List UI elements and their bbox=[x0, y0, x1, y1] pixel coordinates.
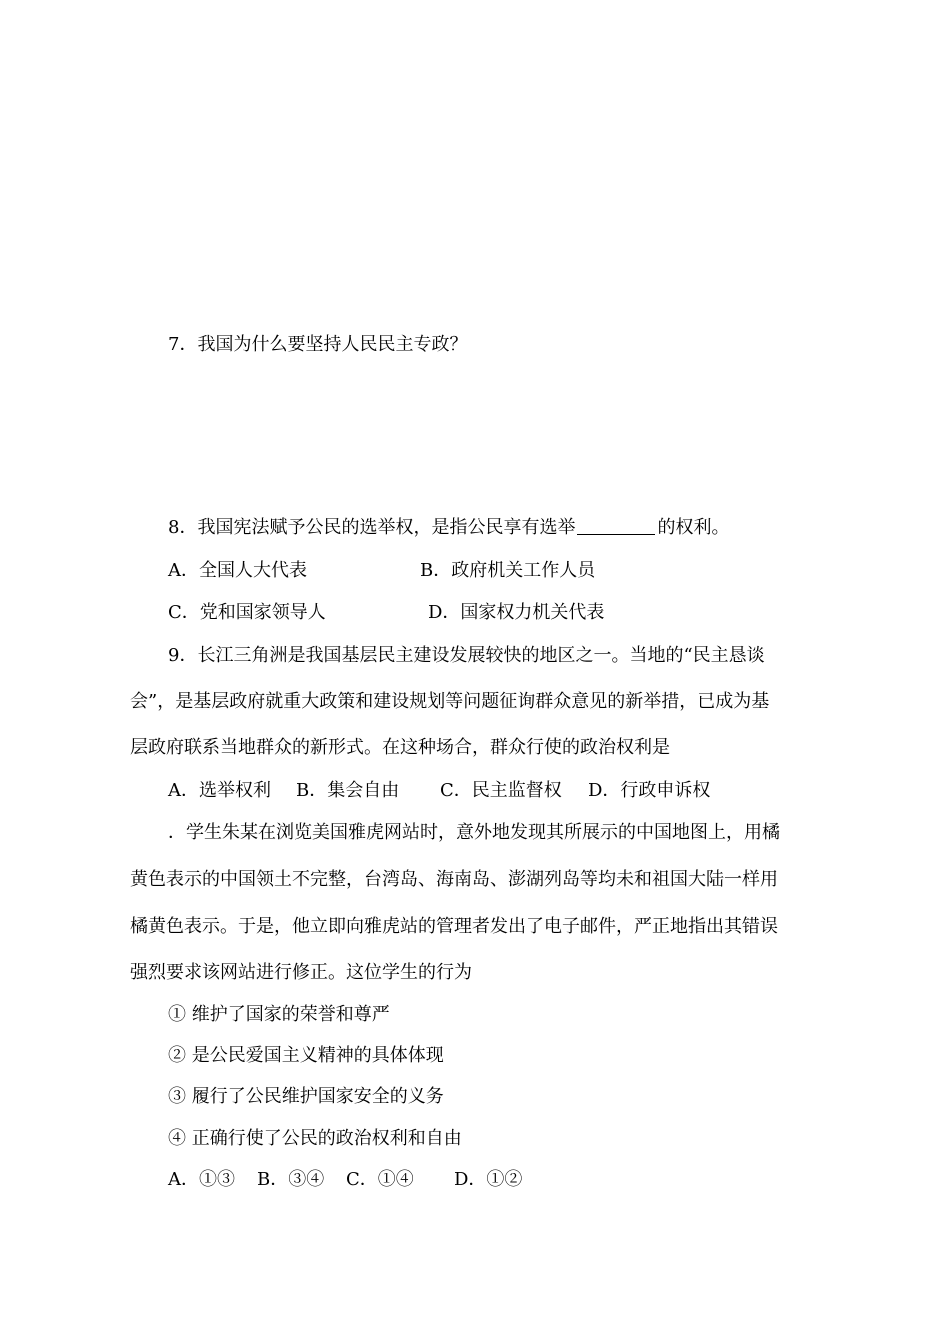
question-9-line: 9．长江三角洲是我国基层民主建设发展较快的地区之一。当地的“民主恳谈 bbox=[168, 645, 765, 666]
question-10-option-c: C．①④ bbox=[346, 1169, 414, 1190]
question-10-line: 橘黄色表示。于是，他立即向雅虎站的管理者发出了电子邮件，严正地指出其错误 bbox=[130, 916, 778, 937]
question-8-option-c: C．党和国家领导人 bbox=[168, 602, 326, 623]
answer-blank bbox=[577, 516, 655, 535]
question-9-line: 会”，是基层政府就重大政策和建设规划等问题征询群众意见的新举措，已成为基 bbox=[130, 691, 770, 712]
question-8-option-a: A．全国人大代表 bbox=[168, 560, 307, 581]
question-8-stem-before: 8．我国宪法赋予公民的选举权，是指公民享有选举 bbox=[168, 517, 576, 538]
question-10-option-d: D．①② bbox=[454, 1169, 523, 1190]
question-8-option-b: B．政府机关工作人员 bbox=[420, 560, 596, 581]
question-9-option-c: C．民主监督权 bbox=[440, 780, 562, 801]
question-10-line: ．学生朱某在浏览美国雅虎网站时，意外地发现其所展示的中国地图上，用橘 bbox=[168, 822, 780, 843]
question-10-option-a: A．①③ bbox=[168, 1169, 235, 1190]
question-10-statement-4: ④ 正确行使了公民的政治权利和自由 bbox=[168, 1128, 462, 1149]
question-8-stem bbox=[168, 516, 729, 540]
question-10-statement-3: ③ 履行了公民维护国家安全的义务 bbox=[168, 1086, 444, 1107]
question-9-option-d: D．行政申诉权 bbox=[588, 780, 711, 801]
question-8-stem-after: 的权利。 bbox=[657, 517, 730, 538]
question-7-text: 7．我国为什么要坚持人民民主专政？ bbox=[168, 334, 468, 355]
question-10-statement-1: ① 维护了国家的荣誉和尊严 bbox=[168, 1004, 390, 1025]
question-10-option-b: B．③④ bbox=[257, 1169, 325, 1190]
question-9-line: 层政府联系当地群众的新形式。在这种场合，群众行使的政治权利是 bbox=[130, 737, 670, 758]
question-10-statement-2: ② 是公民爱国主义精神的具体体现 bbox=[168, 1045, 444, 1066]
question-10-line: 强烈要求该网站进行修正。这位学生的行为 bbox=[130, 962, 472, 983]
question-9-option-b: B．集会自由 bbox=[296, 780, 400, 801]
question-10-line: 黄色表示的中国领土不完整，台湾岛、海南岛、澎湖列岛等均未和祖国大陆一样用 bbox=[130, 869, 778, 890]
question-9-option-a: A．选举权利 bbox=[168, 780, 271, 801]
question-8-option-d: D．国家权力机关代表 bbox=[428, 602, 605, 623]
